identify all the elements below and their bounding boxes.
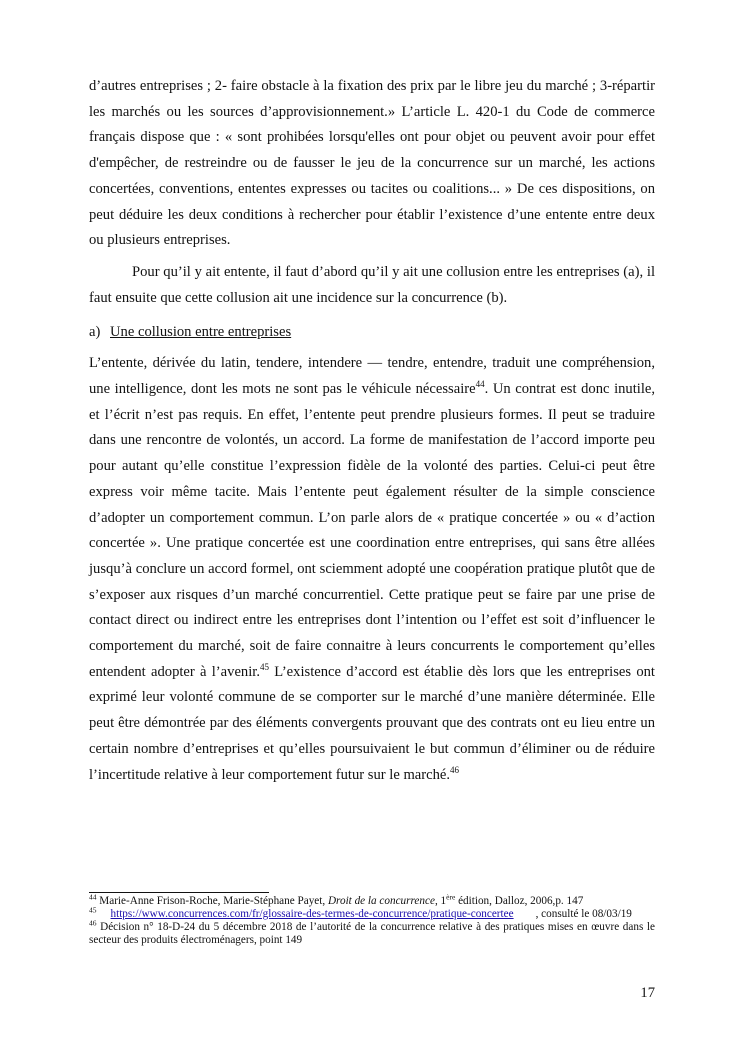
footnotes — [89, 892, 656, 947]
footnote-number: 46 — [89, 918, 97, 928]
footnote-45 — [89, 905, 655, 921]
heading-text: Une collusion entre entreprises — [110, 324, 292, 341]
footnote-book-title: Droit de la concurrence — [327, 895, 435, 907]
footnote-46 — [89, 918, 656, 947]
footnote-separator — [89, 892, 269, 893]
heading-marker: a) — [89, 324, 101, 341]
footnote-44 — [89, 892, 655, 908]
footnote-ref-46[interactable]: 46 — [450, 764, 460, 775]
footnote-consulted: , consulté le 08/03/19 — [535, 908, 632, 920]
footnote-ref-45[interactable]: 45 — [259, 661, 269, 672]
footnote-text: Décision n° 18-D-24 du 5 décembre 2018 de l’autorité de la concurrence relative à des pratiques mises en œuvre dans le secteur des produits électroménagers, point 149 — [89, 921, 656, 946]
body-text — [89, 74, 655, 788]
footnote-authors: Marie-Anne Frison-Roche, Marie-Stéphane Payet, — [99, 895, 328, 907]
footnote-number: 44 — [89, 892, 97, 902]
page-number: 17 — [640, 985, 655, 1001]
paragraph-3-part-2: . Un contrat est donc inutile, et l’écrit n’est pas requis. En effet, l’entente peut prendre plusieurs formes. Il peut se traduire dans une rencontre de volontés, un accord. La forme de manifestation de l’accord importe peu pour autant qu’elle constitue l’expression fidèle de la volonté des parties. Celui-ci peut être express voir même tacite. Mais l’entente peut également résulter de la simple conscience d’adopter un comportement commun. L’on parle alors de « pratique concertée » ou « d’action concertée ». Une pratique concertée est une coordination entre entreprises, qui sans être allées jusqu’à conclure un accord formel, ont sciemment adopté une coopération pratique plutôt que de s’exposer aux risques d’un marché concurrentiel. Cette pratique peut se faire par une prise de contact direct ou indirect entre les entreprises dont l’intention ou l’effet est soit d’influencer le comportement du marché, soit de faire connaitre à leurs concurrents le comportement qu’elles entendent adopter à l’avenir. — [89, 381, 656, 680]
footnote-number: 45 — [89, 905, 97, 915]
section-heading — [89, 321, 655, 343]
footnote-publisher: édition, Dalloz, 2006,p. 147 — [455, 895, 584, 907]
paragraph-3-part-3: L’existence d’accord est établie dès lors que les entreprises ont exprimé leur volonté commune de se comporter sur le marché d’une manière déterminée. Elle peut être démontrée par des éléments convergents prouvant que des contrats ont eu lieu entre un certain nombre d’entreprises et qu’elles poursuivaient le but commun d’éliminer ou de réduire l’incertitude relative à leur comportement futur sur le marché. — [89, 663, 655, 783]
paragraph-2: Pour qu’il y ait entente, il faut d’abord qu’il y ait une collusion entre les entreprises (a), il faut ensuite que cette collusion ait une incidence sur la concurrence (b). — [89, 263, 655, 306]
footnote-edition: , 1 — [434, 895, 447, 907]
paragraph-3-part-1: L’entente, dérivée du latin, tendere, intendere — tendre, entendre, traduit une compréhension, une intelligence, dont les mots ne sont pas le véhicule nécessaire — [89, 355, 655, 398]
paragraph-3 — [89, 351, 655, 788]
paragraph-1: d’autres entreprises ; 2- faire obstacle à la fixation des prix par le libre jeu du marché ; 3-répartir les marchés ou les sources d’approvisionnement.» L’article L. 420-1 du Code de commerce français dispose que : « sont prohibées lorsqu'elles ont pour objet ou peuvent avoir pour effet d'empêcher, de restreindre ou de fausser le jeu de la concurrence sur un marché, les actions concertées, conventions, ententes expresses ou tacites ou coalitions... » De ces dispositions, on peut déduire les deux conditions à rechercher pour établir l’existence d’une entente entre deux ou plusieurs entreprises. — [89, 78, 655, 249]
footnote-url-link[interactable]: https://www.concurrences.com/fr/glossaire-des-termes-de-concurrence/pratique-concertee — [110, 908, 514, 920]
footnote-ref-44[interactable]: 44 — [475, 379, 485, 390]
footnote-edition-sup: ère — [446, 892, 456, 902]
